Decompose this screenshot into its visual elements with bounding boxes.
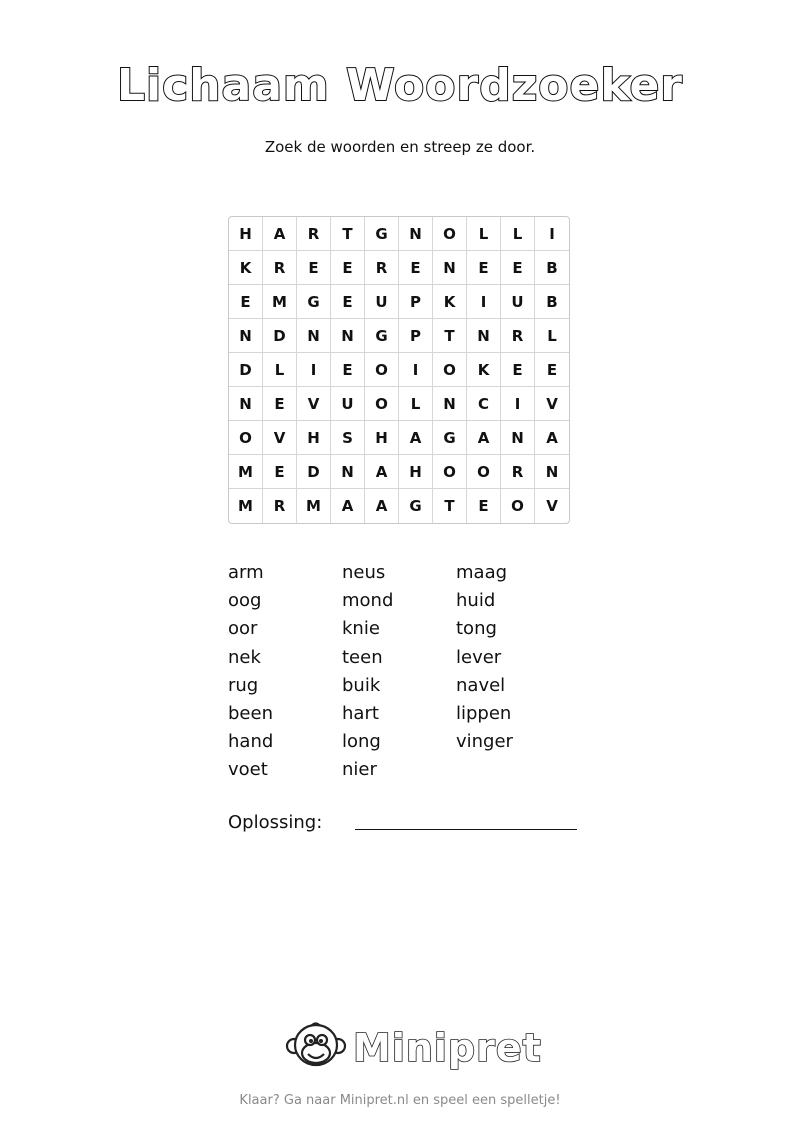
- grid-cell: H: [365, 421, 399, 455]
- word-item: hand: [228, 731, 274, 753]
- grid-cell: L: [399, 387, 433, 421]
- word-column: [228, 559, 342, 785]
- grid-cell: L: [501, 217, 535, 251]
- grid-cell: I: [399, 353, 433, 387]
- grid-cell: N: [467, 319, 501, 353]
- grid-cell: G: [365, 319, 399, 353]
- grid-cell: D: [297, 455, 331, 489]
- word-column: [342, 559, 456, 785]
- grid-cell: B: [535, 251, 569, 285]
- grid-cell: V: [297, 387, 331, 421]
- grid-cell: E: [297, 251, 331, 285]
- grid-cell: O: [467, 455, 501, 489]
- grid-cell: I: [297, 353, 331, 387]
- grid-cell: V: [535, 387, 569, 421]
- grid-cell: V: [263, 421, 297, 455]
- word-item: vinger: [456, 731, 513, 753]
- grid-cell: T: [433, 489, 467, 523]
- grid-cell: R: [297, 217, 331, 251]
- word-item: arm: [228, 562, 264, 583]
- grid-cell: U: [501, 285, 535, 319]
- grid-cell: R: [263, 251, 297, 285]
- word-item: nek: [228, 646, 261, 668]
- word-item: voet: [228, 759, 268, 781]
- grid-cell: E: [331, 251, 365, 285]
- grid-cell: N: [433, 387, 467, 421]
- grid-cell: O: [229, 421, 263, 455]
- grid-cell: K: [433, 285, 467, 319]
- grid-cell: I: [467, 285, 501, 319]
- grid-cell: O: [365, 387, 399, 421]
- word-column: [456, 559, 570, 785]
- word-item: nier: [342, 759, 377, 781]
- grid-cell: N: [297, 319, 331, 353]
- page-title: Lichaam Woordzoeker: [117, 60, 683, 111]
- monkey-face-icon: [285, 1020, 347, 1076]
- grid-cell: E: [535, 353, 569, 387]
- grid-cell: G: [433, 421, 467, 455]
- grid-cell: R: [501, 319, 535, 353]
- grid-cell: N: [331, 319, 365, 353]
- grid-cell: H: [399, 455, 433, 489]
- grid-cell: E: [263, 387, 297, 421]
- grid-cell: S: [331, 421, 365, 455]
- grid-cell: G: [399, 489, 433, 523]
- grid-cell: N: [399, 217, 433, 251]
- grid-cell: L: [263, 353, 297, 387]
- grid-cell: E: [331, 353, 365, 387]
- logo-text: Minipret: [353, 1026, 542, 1070]
- letter-grid: [228, 216, 570, 524]
- grid-cell: O: [433, 455, 467, 489]
- grid-cell: G: [365, 217, 399, 251]
- grid-cell: B: [535, 285, 569, 319]
- grid-cell: E: [399, 251, 433, 285]
- grid-cell: H: [229, 217, 263, 251]
- solution-label: Oplossing:: [228, 812, 323, 833]
- grid-cell: T: [433, 319, 467, 353]
- word-item: neus: [342, 562, 386, 583]
- word-item: lever: [456, 646, 502, 668]
- grid-cell: O: [365, 353, 399, 387]
- instructions: Zoek de woorden en streep ze door.: [264, 138, 536, 156]
- grid-cell: K: [229, 251, 263, 285]
- grid-cell: N: [433, 251, 467, 285]
- grid-cell: M: [263, 285, 297, 319]
- grid-cell: P: [399, 285, 433, 319]
- grid-cell: M: [229, 455, 263, 489]
- grid-cell: A: [399, 421, 433, 455]
- word-item: huid: [456, 590, 496, 612]
- grid-cell: R: [263, 489, 297, 523]
- grid-cell: E: [331, 285, 365, 319]
- grid-cell: E: [501, 251, 535, 285]
- word-item: maag: [456, 562, 508, 583]
- solution-line: [355, 829, 577, 830]
- grid-cell: A: [365, 455, 399, 489]
- grid-cell: D: [263, 319, 297, 353]
- grid-cell: R: [365, 251, 399, 285]
- grid-cell: G: [297, 285, 331, 319]
- word-item: lippen: [456, 702, 512, 724]
- grid-cell: O: [501, 489, 535, 523]
- grid-cell: M: [297, 489, 331, 523]
- word-item: knie: [342, 618, 380, 640]
- grid-cell: E: [229, 285, 263, 319]
- grid-cell: R: [501, 455, 535, 489]
- word-item: navel: [456, 674, 506, 696]
- grid-cell: E: [467, 489, 501, 523]
- grid-cell: E: [263, 455, 297, 489]
- grid-cell: N: [331, 455, 365, 489]
- grid-cell: K: [467, 353, 501, 387]
- footer-text: Klaar? Ga naar Minipret.nl en speel een spelletje!: [239, 1093, 561, 1108]
- grid-cell: A: [263, 217, 297, 251]
- grid-cell: A: [535, 421, 569, 455]
- word-item: rug: [228, 674, 259, 696]
- grid-cell: L: [535, 319, 569, 353]
- grid-cell: T: [331, 217, 365, 251]
- grid-cell: H: [297, 421, 331, 455]
- grid-cell: A: [365, 489, 399, 523]
- word-item: oog: [228, 590, 262, 612]
- grid-cell: O: [433, 353, 467, 387]
- word-item: long: [342, 731, 381, 753]
- grid-cell: O: [433, 217, 467, 251]
- grid-cell: N: [229, 387, 263, 421]
- grid-cell: U: [365, 285, 399, 319]
- grid-cell: A: [331, 489, 365, 523]
- brand-logo: [285, 1020, 542, 1076]
- word-item: oor: [228, 618, 258, 640]
- grid-cell: N: [501, 421, 535, 455]
- grid-cell: E: [467, 251, 501, 285]
- grid-cell: M: [229, 489, 263, 523]
- word-item: mond: [342, 590, 394, 612]
- grid-cell: V: [546, 497, 558, 515]
- word-item: buik: [342, 674, 381, 696]
- word-item: been: [228, 702, 273, 724]
- grid-cell: D: [229, 353, 263, 387]
- grid-cell: U: [331, 387, 365, 421]
- grid-cell: I: [501, 387, 535, 421]
- word-list: [228, 559, 570, 785]
- word-item: hart: [342, 702, 379, 724]
- word-item: teen: [342, 646, 383, 668]
- grid-cell: I: [535, 217, 569, 251]
- grid-cell: P: [399, 319, 433, 353]
- grid-cell: L: [467, 217, 501, 251]
- grid-cell: N: [535, 455, 569, 489]
- grid-cell: E: [501, 353, 535, 387]
- grid-cell: A: [467, 421, 501, 455]
- word-item: tong: [456, 618, 497, 640]
- grid-cell: C: [467, 387, 501, 421]
- grid-cell: N: [229, 319, 263, 353]
